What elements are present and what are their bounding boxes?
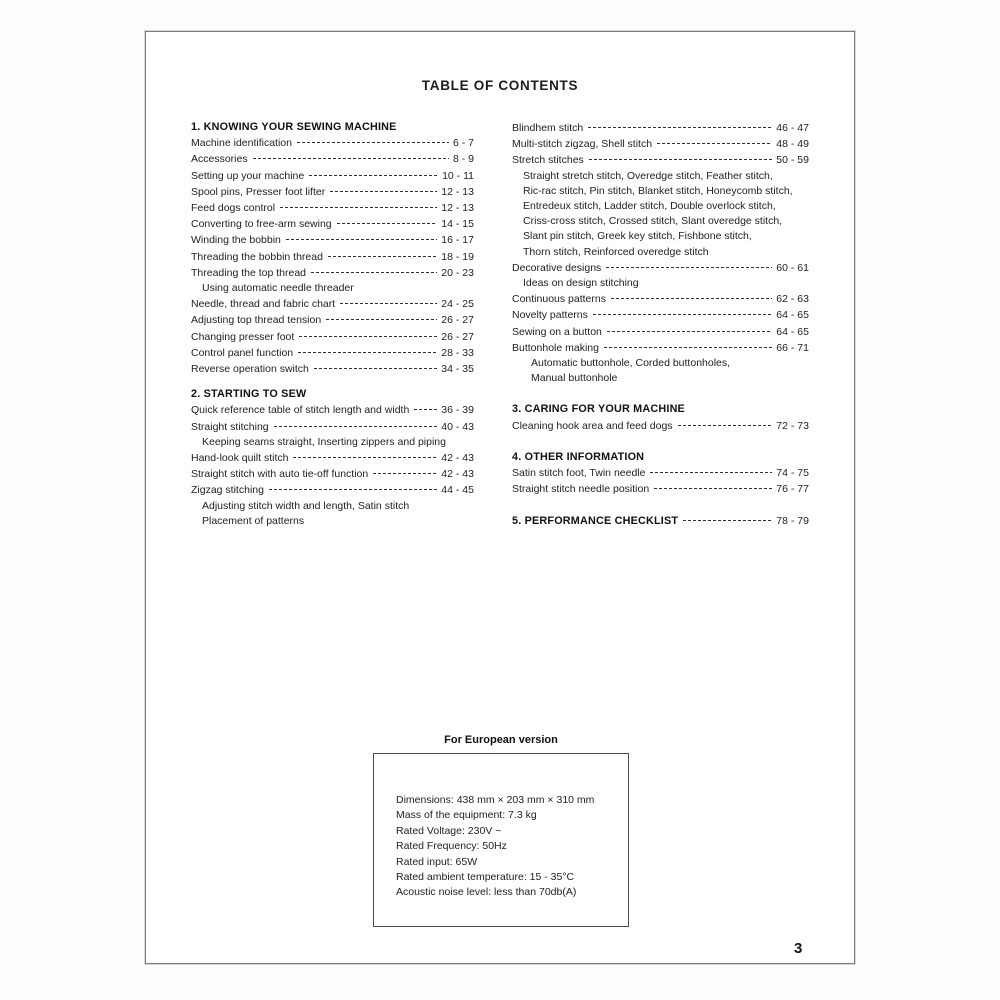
toc-entry [191,168,474,184]
page-range: 10 - 11 [442,169,474,182]
dash-leader [650,465,772,476]
toc-entry [512,418,809,434]
specifications-box [373,753,629,927]
toc-entry [191,184,474,200]
toc-entry [191,450,474,466]
dash-leader [293,450,437,461]
toc-entry-label: Cleaning hook area and feed dogs [512,419,673,432]
toc-entry [191,329,474,345]
toc-entry [512,291,809,307]
dash-leader [286,232,437,243]
toc-entry [191,249,474,265]
page-range: 8 - 9 [452,153,474,166]
page-range: 40 - 43 [441,420,474,433]
toc-section-heading: 3. CARING FOR YOUR MACHINE [512,403,685,416]
toc-entry [191,232,474,248]
page-range: 72 - 73 [776,419,809,432]
page-range: 48 - 49 [776,138,809,151]
toc-entry-label: Reverse operation switch [191,363,309,376]
toc-entry-label: Straight stitch with auto tie-off function [191,468,369,481]
toc-entry-label: Buttonhole making [512,341,599,354]
toc-subentry: Adjusting stitch width and length, Satin stitch [202,499,410,512]
toc-entry-label: Zigzag stitching [191,484,264,497]
toc-entry-label: Satin stitch foot, Twin needle [512,467,646,480]
page-range: 14 - 15 [441,218,474,231]
page-range: 74 - 75 [776,467,809,480]
spec-line: Rated Frequency: 50Hz [396,840,507,853]
toc-entry [512,152,809,168]
toc-entry [191,200,474,216]
toc-subentry: Straight stretch stitch, Overedge stitch, Feather stitch, [523,169,773,182]
toc-entry-label: Threading the top thread [191,266,306,279]
dash-leader [593,307,772,318]
dash-leader [607,324,772,335]
toc-columns [191,120,810,530]
toc-entry-label: Machine identification [191,137,292,150]
toc-section-heading: 1. KNOWING YOUR SEWING MACHINE [191,121,397,133]
toc-subentry: Automatic buttonhole, Corded buttonholes, [531,357,731,370]
toc-entry-label: Novelty patterns [512,309,588,322]
page-range: 20 - 23 [441,266,474,279]
toc-entry-label: Control panel function [191,346,294,359]
dash-leader [280,200,437,211]
toc-entry-label: Threading the bobbin thread [191,250,323,263]
dash-leader [274,419,438,430]
dash-leader [253,151,449,162]
manual-page [145,31,855,964]
toc-section-heading: 2. STARTING TO SEW [191,388,307,401]
spec-line: Mass of the equipment: 7.3 kg [396,809,537,822]
page-range: 6 - 7 [452,137,474,150]
toc-entry [191,151,474,167]
spec-line: Rated Voltage: 230V ~ [396,824,502,837]
toc-entry-label: Straight stitching [191,420,269,433]
dash-leader [314,361,437,372]
toc-subentry: Placement of patterns [202,514,305,527]
page-range: 44 - 45 [441,484,474,497]
toc-entry [512,465,809,481]
page-range: 78 - 79 [776,515,809,528]
toc-entry [191,345,474,361]
toc-entry-label: Sewing on a button [512,325,602,338]
toc-entry-label: Quick reference table of stitch length and width [191,404,410,417]
toc-entry-label: Hand-look quilt stitch [191,452,289,465]
dash-leader [373,466,437,477]
toc-entry-label: Feed dogs control [191,202,276,215]
toc-entry [191,466,474,482]
page-range: 16 - 17 [441,234,474,247]
page-range: 42 - 43 [441,468,474,481]
toc-entry-label: Multi-stitch zigzag, Shell stitch [512,138,653,151]
page-range: 28 - 33 [441,346,474,359]
page-range: 66 - 71 [776,341,809,354]
page-range: 36 - 39 [441,404,474,417]
toc-subentry: Entredeux stitch, Ladder stitch, Double overlock stitch, [523,200,776,213]
toc-column-left [191,120,474,530]
toc-entry-label: Winding the bobbin [191,234,281,247]
dash-leader [606,260,772,271]
page-range: 76 - 77 [776,483,809,496]
dash-leader [298,345,437,356]
dash-leader [330,184,437,195]
toc-entry [512,120,809,136]
toc-entry [512,260,809,276]
toc-entry-label: Continuous patterns [512,293,606,306]
dash-leader [326,312,437,323]
dash-leader [611,291,772,302]
toc-entry [191,216,474,232]
dash-leader [589,152,773,163]
toc-column-right [512,120,809,530]
toc-entry-label: Straight stitch needle position [512,483,650,496]
toc-subentry: Manual buttonhole [531,372,618,385]
toc-subentry: Slant pin stitch, Greek key stitch, Fishbone stitch, [523,230,752,243]
page-range: 18 - 19 [441,250,474,263]
toc-entry [191,419,474,435]
dash-leader [657,136,772,147]
dash-leader [604,340,772,351]
dash-leader [297,135,449,146]
toc-entry-label: Converting to free-arm sewing [191,218,332,231]
toc-entry [191,265,474,281]
dash-leader [678,418,773,429]
page-range: 34 - 35 [441,363,474,376]
page-range: 12 - 13 [441,185,474,198]
dash-leader [588,120,772,131]
spec-line: Rated ambient temperature: 15 - 35°C [396,871,575,884]
dash-leader [340,296,437,307]
toc-entry [512,481,809,497]
toc-entry-label: Setting up your machine [191,169,305,182]
toc-entry [512,136,809,152]
dash-leader [269,482,437,493]
toc-entry [191,312,474,328]
dash-leader [299,329,437,340]
page-range: 42 - 43 [441,452,474,465]
spec-line: Dimensions: 438 mm × 203 mm × 310 mm [396,794,595,806]
toc-entry-label: Stretch stitches [512,154,584,167]
page-range: 50 - 59 [776,154,809,167]
european-version-title: For European version [444,734,558,746]
toc-subentry: Using automatic needle threader [202,282,354,295]
page-range: 46 - 47 [776,122,809,134]
toc-entry [191,482,474,498]
toc-section-heading: 4. OTHER INFORMATION [512,450,645,463]
page-range: 24 - 25 [441,298,474,311]
toc-subentry: Keeping seams straight, Inserting zippers and piping [202,435,446,448]
toc-entry-label: Decorative designs [512,261,602,274]
toc-entry-label: Needle, thread and fabric chart [191,298,336,311]
page-range: 26 - 27 [441,330,474,343]
page-range: 12 - 13 [441,202,474,215]
dash-leader [311,265,437,276]
dash-leader [309,168,438,179]
dash-leader [683,513,772,524]
toc-subentry: Ric-rac stitch, Pin stitch, Blanket stitch, Honeycomb stitch, [523,184,793,197]
page-number: 3 [794,940,803,957]
toc-subentry: Ideas on design stitching [523,277,639,290]
toc-entry-label: Blindhem stitch [512,122,584,134]
page-range: 60 - 61 [776,261,809,274]
page-range: 64 - 65 [776,309,809,322]
toc-subentry: Thorn stitch, Reinforced overedge stitch [523,245,709,258]
toc-entry [512,324,809,340]
toc-entry [191,135,474,151]
spec-line: Acoustic noise level: less than 70db(A) [396,886,577,899]
page-title: TABLE OF CONTENTS [421,78,579,93]
toc-entry [191,361,474,377]
toc-entry-label: Spool pins, Presser foot lifter [191,185,326,198]
toc-section-heading-entry [512,513,809,529]
dash-leader [337,216,438,227]
toc-entry-label: 5. PERFORMANCE CHECKLIST [512,515,679,528]
european-version-section [373,734,629,927]
page-range: 26 - 27 [441,314,474,327]
toc-entry-label: Accessories [191,153,248,166]
toc-entry [512,340,809,356]
toc-entry [191,402,474,418]
toc-entry [512,307,809,323]
toc-entry-label: Changing presser foot [191,330,295,343]
toc-entry [191,296,474,312]
page-range: 62 - 63 [776,293,809,306]
toc-entry-label: Adjusting top thread tension [191,314,322,327]
dash-leader [654,481,772,492]
dash-leader [328,249,437,260]
page-range: 64 - 65 [776,325,809,338]
toc-subentry: Criss-cross stitch, Crossed stitch, Slant overedge stitch, [523,215,783,228]
dash-leader [414,402,437,413]
spec-line: Rated input: 65W [396,855,478,868]
